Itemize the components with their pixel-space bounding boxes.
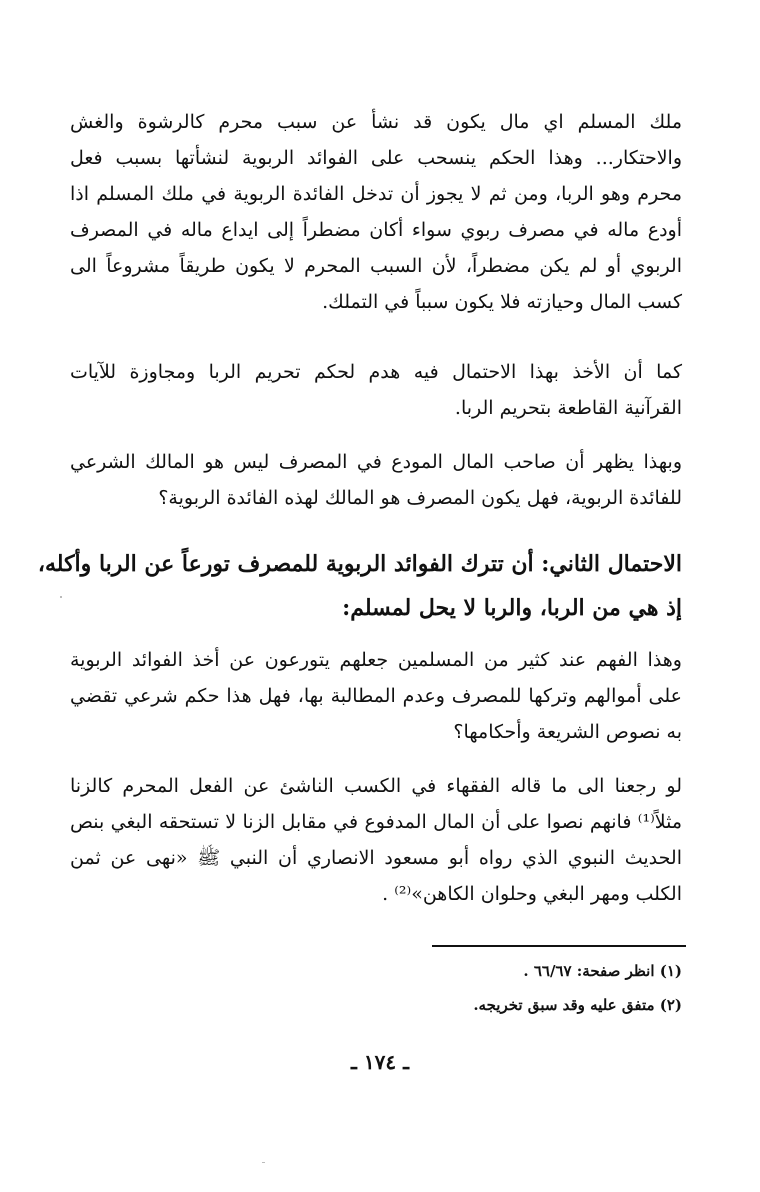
text-line: محرم وهو الربا، ومن ثم لا يجوز أن تدخل الفائدة الربوية في ملك المسلم اذا [70, 183, 682, 205]
page-number: ـ ١٧٤ ـ [351, 1050, 409, 1074]
paragraph-5 [70, 768, 682, 912]
heading-line: الاحتمال الثاني: أن تترك الفوائد الربوية للمصرف تورعاً عن الربا وأكله، [37, 551, 682, 577]
text-line: وبهذا يظهر أن صاحب المال المودع في المصرف ليس هو المالك الشرعي [70, 451, 682, 473]
text-line: الكلب ومهر البغي وحلوان الكاهن»⁽²⁾ . [382, 883, 682, 905]
heading-line: إذ هي من الربا، والربا لا يحل لمسلم: [342, 595, 682, 621]
text-line: القرآنية القاطعة بتحريم الربا. [454, 397, 682, 419]
text-line: للفائدة الربوية، فهل يكون المصرف هو المالك لهذه الفائدة الربوية؟ [158, 487, 682, 509]
text-line: الربوي أو لم يكن مضطراً، لأن السبب المحرم لا يكون طريقاً مشروعاً الى [70, 255, 682, 277]
paragraph-3 [70, 444, 682, 516]
text-line: لو رجعنا الى ما قاله الفقهاء في الكسب الناشئ عن الفعل المحرم كالزنا [70, 775, 682, 797]
text-line: مثلاً⁽¹⁾ فانهم نصوا على أن المال المدفوع في مقابل الزنا لا تستحقه البغي بنص [70, 811, 682, 833]
text-line: وهذا الفهم عند كثير من المسلمين جعلهم يتورعون عن أخذ الفوائد الربوية [70, 649, 682, 671]
footnote-divider [432, 945, 686, 947]
scan-speck [262, 1162, 265, 1163]
paragraph-1 [70, 104, 682, 320]
paragraph-2 [70, 354, 682, 426]
text-line: والاحتكار... وهذا الحكم ينسحب على الفوائد الربوية لنشأتها بسبب فعل [70, 147, 682, 169]
text-line: الحديث النبوي الذي رواه أبو مسعود الانصاري أن النبي ﷺ «نهى عن ثمن [70, 847, 682, 869]
paragraph-4 [70, 642, 682, 750]
text-line: كسب المال وحيازته فلا يكون سبباً في التملك. [322, 291, 682, 313]
text-line: على أموالهم وتركها للمصرف وعدم المطالبة بها، فهل هذا حكم شرعي تقضي [70, 685, 682, 707]
section-heading [37, 542, 682, 630]
text-line: أودع ماله في مصرف ربوي سواء أكان مضطراً إلى ايداع ماله في المصرف [70, 219, 682, 241]
footnote-2: (٢) متفق عليه وقد سبق تخريجه. [473, 996, 682, 1014]
text-line: كما أن الأخذ بهذا الاحتمال فيه هدم لحكم تحريم الربا ومجاوزة للآيات [70, 361, 682, 383]
footnote-1: (١) انظر صفحة: ٦٦/٦٧ . [523, 962, 682, 980]
text-line: به نصوص الشريعة وأحكامها؟ [453, 721, 682, 743]
text-line: ملك المسلم اي مال يكون قد نشأ عن سبب محرم كالرشوة والغش [70, 111, 682, 133]
scan-speck [60, 596, 62, 598]
